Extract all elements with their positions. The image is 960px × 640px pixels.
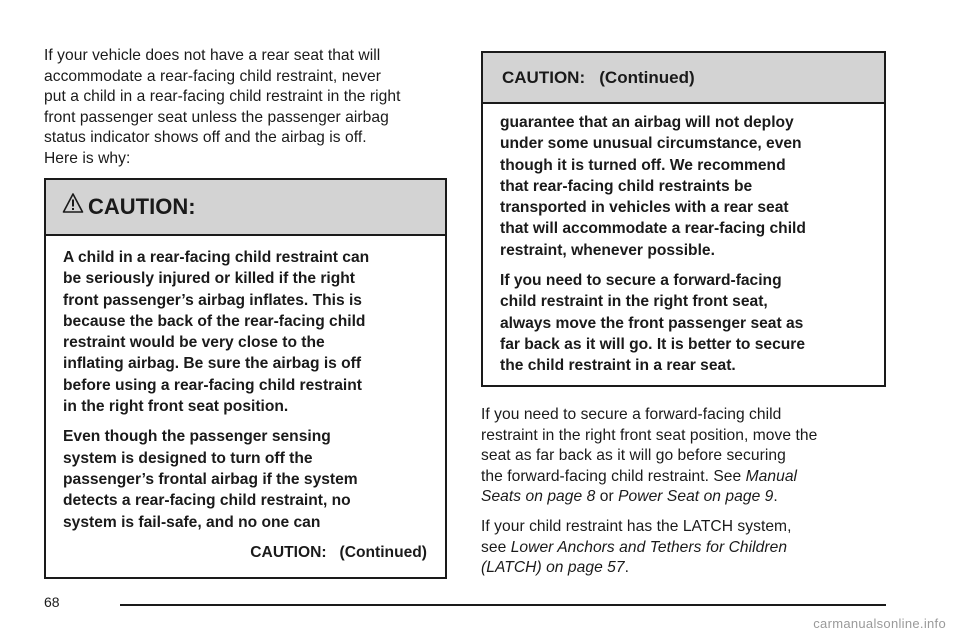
caution-line: before using a rear-facing child restraint — [63, 376, 362, 394]
caution-line: child restraint in the right front seat, — [500, 293, 768, 311]
latch-link[interactable]: (LATCH) on page 57 — [481, 559, 625, 577]
caution-paragraph — [63, 247, 429, 417]
caution-line: detects a rear-facing child restraint, no — [63, 492, 351, 510]
caution-line: always move the front passenger seat as — [500, 314, 804, 332]
caution-line: that will accommodate a rear-facing child — [500, 220, 806, 238]
caution-paragraph — [63, 426, 429, 532]
caution-line: though it is turned off. We recommend — [500, 156, 786, 174]
caution-box-left — [44, 178, 447, 579]
body-line: If your child restraint has the LATCH system, — [481, 517, 792, 535]
intro-line: accommodate a rear-facing child restraint, never — [44, 67, 381, 85]
caution-box-right — [481, 51, 886, 387]
caution-line: If you need to secure a forward-facing — [500, 272, 782, 290]
watermark: carmanualsonline.info — [813, 616, 946, 631]
intro-line: front passenger seat unless the passenger airbag — [44, 108, 389, 126]
caution-line: the child restraint in a rear seat. — [500, 357, 736, 375]
body-text: see — [481, 538, 511, 556]
power-seat-link[interactable]: Power Seat on page 9 — [618, 488, 774, 506]
caution-line: restraint, whenever possible. — [500, 241, 715, 259]
caution-line: far back as it will go. It is better to secure — [500, 335, 806, 353]
caution-line: because the back of the rear-facing child — [63, 312, 366, 330]
caution-header — [46, 180, 445, 236]
left-column — [44, 46, 446, 170]
body-paragraph — [481, 517, 891, 579]
caution-line: system is fail-safe, and no one can — [63, 513, 321, 531]
caution-line: Even though the passenger sensing — [63, 428, 331, 446]
caution-paragraph — [500, 270, 868, 376]
page-number: 68 — [44, 594, 60, 610]
caution-line: transported in vehicles with a rear seat — [500, 199, 789, 217]
caution-line: be seriously injured or killed if the right — [63, 270, 356, 288]
body-text: . — [773, 488, 778, 506]
footer-rule — [120, 604, 886, 606]
caution-title: CAUTION: (Continued) — [502, 67, 695, 87]
body-text: or — [595, 488, 619, 506]
caution-line: A child in a rear-facing child restraint can — [63, 249, 370, 266]
caution-line: passenger’s frontal airbag if the system — [63, 470, 358, 488]
intro-paragraph — [44, 46, 446, 170]
intro-line: put a child in a rear-facing child restraint in the right — [44, 88, 401, 106]
caution-line: under some unusual circumstance, even — [500, 135, 802, 153]
caution-continued-label: CAUTION: (Continued) — [250, 543, 427, 561]
caution-header — [483, 53, 884, 104]
body-line: restraint in the right front seat position, move the — [481, 426, 818, 444]
warning-triangle-icon — [62, 192, 84, 222]
body-line: the forward-facing child restraint. See — [481, 467, 746, 485]
caution-title: CAUTION: — [88, 194, 196, 219]
caution-line: inflating airbag. Be sure the airbag is off — [63, 355, 362, 373]
body-text: . — [624, 559, 630, 577]
intro-line: status indicator shows off and the airbag is off. — [44, 129, 367, 147]
manual-seats-link[interactable]: Seats on page 8 — [481, 488, 596, 506]
caution-line: front passenger’s airbag inflates. This is — [63, 291, 362, 309]
caution-body — [483, 104, 884, 377]
latch-link[interactable]: Lower Anchors and Tethers for Children — [510, 538, 788, 556]
caution-line: guarantee that an airbag will not deploy — [500, 114, 794, 131]
intro-line: If your vehicle does not have a rear seat that will — [44, 47, 381, 64]
caution-line: system is designed to turn off the — [63, 449, 313, 467]
body-line: If you need to secure a forward-facing child — [481, 406, 782, 423]
caution-line: that rear-facing child restraints be — [500, 177, 753, 195]
manual-seats-link[interactable]: Manual — [745, 467, 798, 485]
body-line: seat as far back as it will go before securing — [481, 447, 786, 465]
right-column-text — [481, 405, 891, 579]
caution-paragraph — [500, 112, 868, 261]
caution-line: in the right front seat position. — [63, 398, 289, 416]
intro-line: Here is why: — [44, 149, 131, 167]
caution-body — [46, 236, 445, 563]
body-paragraph — [481, 405, 891, 508]
caution-line: restraint would be very close to the — [63, 334, 325, 352]
